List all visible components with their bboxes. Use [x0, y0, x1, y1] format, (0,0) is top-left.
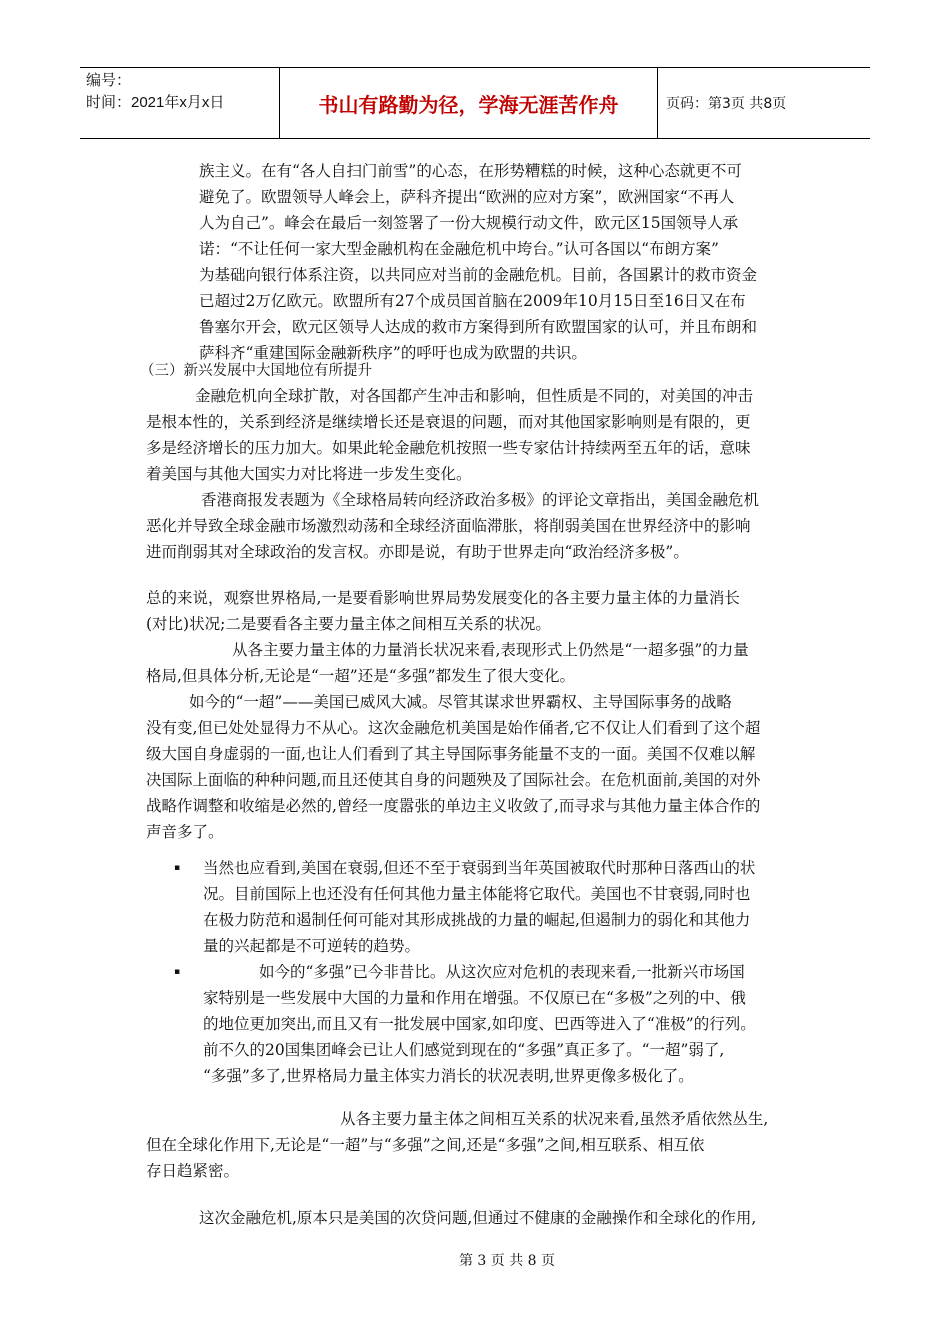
paragraph-line: 没有变,但已处处显得力不从心。这次金融危机美国是始作俑者,它不仅让人们看到了这个超	[146, 719, 761, 737]
paragraph-line: 决国际上面临的种种问题,而且还使其自身的问题殃及了国际社会。在危机面前,美国的对外	[146, 771, 761, 789]
page-header	[80, 67, 870, 139]
paragraph-line: 多是经济增长的压力加大。如果此轮金融危机按照一些专家估计持续两至五年的话，意味	[146, 439, 751, 457]
bullet-line: 如今的“多强”已今非昔比。从这次应对危机的表现来看,一批新兴市场国	[259, 963, 745, 981]
header-page-info: 页码：第3页 共8页	[666, 96, 787, 112]
page-footer: 第 3 页 共 8 页	[458, 1253, 556, 1269]
paragraph-line: 鲁塞尔开会，欧元区领导人达成的救市方案得到所有欧盟国家的认可，并且布朗和	[199, 318, 758, 336]
bullet-line: 家特别是一些发展中大国的力量和作用在增强。不仅原已在“多极”之列的中、俄	[203, 989, 746, 1007]
paragraph-line: 格局,但具体分析,无论是“一超”还是“多强”都发生了很大变化。	[146, 667, 576, 685]
paragraph-line: 恶化并导致全球金融市场激烈动荡和全球经济面临滞胀，将削弱美国在世界经济中的影响	[146, 517, 751, 535]
paragraph-line: 是根本性的，关系到经济是继续增长还是衰退的问题，而对其他国家影响则是有限的，更	[146, 413, 751, 431]
paragraph-line: 人为自己”。峰会在最后一刻签署了一份大规模行动文件，欧元区15国领导人承	[199, 214, 739, 232]
paragraph-line: 香港商报发表题为《全球格局转向经济政治多极》的评论文章指出，美国金融危机	[201, 491, 760, 509]
section-heading: （三）新兴发展中大国地位有所提升	[140, 363, 372, 379]
paragraph-line: 声音多了。	[146, 823, 224, 841]
paragraph-line: 族主义。在有“各人自扫门前雪”的心态，在形势糟糕的时候，这种心态就更不可	[199, 162, 742, 180]
number-label: 编号：	[86, 72, 132, 89]
date-label: 时间：2021年x月x日	[86, 94, 225, 111]
bullet-marker: ▪	[174, 967, 181, 977]
paragraph-line: 从各主要力量主体之间相互关系的状况来看,虽然矛盾依然丛生,	[340, 1110, 769, 1128]
paragraph-line: 萨科齐“重建国际金融新秩序”的呼吁也成为欧盟的共识。	[199, 344, 587, 362]
paragraph-line: 这次金融危机,原本只是美国的次贷问题,但通过不健康的金融操作和全球化的作用,	[199, 1209, 757, 1227]
bullet-line: 在极力防范和遏制任何可能对其形成挑战的力量的崛起,但遏制力的弱化和其他力	[203, 911, 751, 929]
paragraph-line: 但在全球化作用下,无论是“一超”与“多强”之间,还是“多强”之间,相互联系、相互依	[146, 1136, 705, 1154]
header-meta	[80, 68, 280, 138]
paragraph-line: 进而削弱其对全球政治的发言权。亦即是说，有助于世界走向“政治经济多极”。	[146, 543, 689, 561]
paragraph-line: 诺：“不让任何一家大型金融机构在金融危机中垮台。”认可各国以“布朗方案”	[199, 240, 719, 258]
bullet-line: “多强”多了,世界格局力量主体实力消长的状况表明,世界更像多极化了。	[203, 1067, 694, 1085]
bullet-line: 量的兴起都是不可逆转的趋势。	[203, 937, 421, 955]
paragraph-line: 已超过2万亿欧元。欧盟所有27个成员国首脑在2009年10月15日至16日又在布	[199, 292, 746, 310]
paragraph-line: 避免了。欧盟领导人峰会上，萨科齐提出“欧洲的应对方案”，欧洲国家“不再人	[199, 188, 735, 206]
paragraph-line: 金融危机向全球扩散，对各国都产生冲击和影响，但性质是不同的，对美国的冲击	[195, 387, 754, 405]
paragraph-line: 存日趋紧密。	[146, 1162, 240, 1180]
bullet-line: 当然也应看到,美国在衰弱,但还不至于衰弱到当年英国被取代时那种日落西山的状	[203, 859, 756, 877]
bullet-line: 前不久的20国集团峰会已让人们感觉到现在的“多强”真正多了。“一超”弱了,	[203, 1041, 725, 1059]
paragraph-line: 从各主要力量主体的力量消长状况来看,表现形式上仍然是“一超多强”的力量	[232, 641, 749, 659]
paragraph-line: 战略作调整和收缩是必然的,曾经一度嚣张的单边主义收敛了,而寻求与其他力量主体合作的	[146, 797, 761, 815]
bullet-line: 况。目前国际上也还没有任何其他力量主体能将它取代。美国也不甘衰弱,同时也	[203, 885, 751, 903]
paragraph-line: 着美国与其他大国实力对比将进一步发生变化。	[146, 465, 472, 483]
paragraph-line: 总的来说，观察世界格局,一是要看影响世界局势发展变化的各主要力量主体的力量消长	[146, 589, 740, 607]
bullet-line: 的地位更加突出,而且又有一批发展中国家,如印度、巴西等进入了“准极”的行列。	[203, 1015, 756, 1033]
paragraph-line: 级大国自身虚弱的一面,也让人们看到了其主导国际事务能量不支的一面。美国不仅难以解	[146, 745, 756, 763]
header-motto: 书山有路勤为径，学海无涯苦作舟	[280, 68, 658, 138]
paragraph-line: 如今的“一超”——美国已威风大减。尽管其谋求世界霸权、主导国际事务的战略	[189, 693, 732, 711]
paragraph-line: (对比)状况;二是要看各主要力量主体之间相互关系的状况。	[146, 615, 551, 633]
paragraph-line: 为基础向银行体系注资，以共同应对当前的金融危机。目前，各国累计的救市资金	[199, 266, 758, 284]
bullet-marker: ▪	[174, 863, 181, 873]
